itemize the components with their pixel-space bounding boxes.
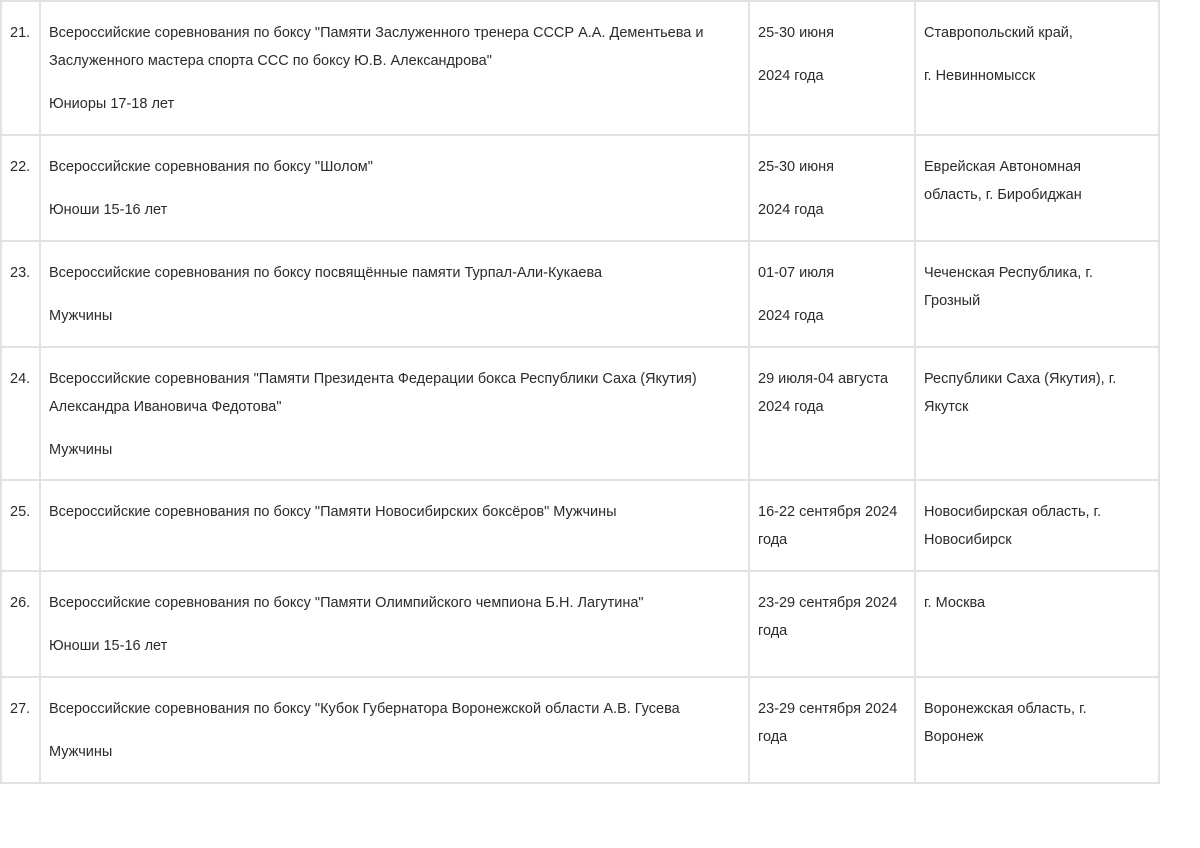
event-category: Мужчины (49, 744, 113, 760)
event-place-line: Воронежская область, г. (924, 701, 1087, 717)
row-number-cell (1, 677, 40, 783)
event-title-line: Всероссийские соревнования по боксу "Шолом" (49, 159, 373, 175)
table-row (1, 241, 1159, 347)
event-date-line: 2024 года (758, 68, 824, 84)
row-number: 21. (10, 25, 31, 41)
event-place-cell (915, 347, 1159, 480)
event-name-cell (40, 480, 749, 571)
event-date-line: 23-29 сентября 2024 (758, 701, 898, 717)
row-number: 26. (10, 595, 31, 611)
event-name-cell (40, 241, 749, 347)
event-place-line: Воронеж (924, 729, 984, 745)
event-name-cell (40, 571, 749, 677)
event-date-line: 2024 года (758, 308, 824, 324)
event-date-cell (749, 571, 915, 677)
event-date-cell (749, 677, 915, 783)
row-number-cell (1, 135, 40, 241)
event-place-line: область, г. Биробиджан (924, 187, 1082, 203)
event-place-line: Грозный (924, 293, 981, 309)
event-date-line: года (758, 623, 788, 639)
event-place-line: Новосибирск (924, 532, 1012, 548)
event-title-line: Всероссийские соревнования по боксу "Кубок Губернатора Воронежской области А.В. Гусева (49, 701, 680, 717)
event-title-line: Всероссийские соревнования "Памяти Президента Федерации бокса Республики Саха (Якутия) (49, 371, 697, 387)
event-date-line: 2024 года (758, 202, 824, 218)
event-name-cell (40, 1, 749, 135)
event-category: Юниоры 17-18 лет (49, 96, 175, 112)
event-title-line: Заслуженного мастера спорта ССС по боксу Ю.В. Александрова" (49, 53, 492, 69)
row-number-cell (1, 1, 40, 135)
table-row (1, 571, 1159, 677)
event-place-line: г. Невинномысск (924, 68, 1036, 84)
event-place-line: Чеченская Республика, г. (924, 265, 1093, 281)
table-body (1, 1, 1159, 783)
event-place-line: Якутск (924, 399, 969, 415)
event-place-cell (915, 571, 1159, 677)
event-title-line: Всероссийские соревнования по боксу посвящённые памяти Турпал-Али-Кукаева (49, 265, 603, 281)
event-category: Мужчины (49, 308, 113, 324)
event-place-cell (915, 480, 1159, 571)
event-date-line: 29 июля-04 августа (758, 371, 889, 387)
event-place-cell (915, 241, 1159, 347)
event-date-cell (749, 1, 915, 135)
row-number: 27. (10, 701, 31, 717)
event-title-line: Александра Ивановича Федотова" (49, 399, 282, 415)
row-number-cell (1, 480, 40, 571)
row-number: 22. (10, 159, 31, 175)
event-title-line: Всероссийские соревнования по боксу "Памяти Новосибирских боксёров" Мужчины (49, 504, 617, 520)
event-name-cell (40, 135, 749, 241)
event-date-line: 16-22 сентября 2024 (758, 504, 898, 520)
event-category: Юноши 15-16 лет (49, 202, 168, 218)
row-number: 23. (10, 265, 31, 281)
row-number-cell (1, 571, 40, 677)
table-row (1, 480, 1159, 571)
event-name-cell (40, 347, 749, 480)
event-place-cell (915, 1, 1159, 135)
row-number: 24. (10, 371, 31, 387)
event-place-cell (915, 677, 1159, 783)
table-row (1, 1, 1159, 135)
row-number: 25. (10, 504, 31, 520)
row-number-cell (1, 347, 40, 480)
event-place-line: Ставропольский край, (924, 25, 1073, 41)
table-row (1, 135, 1159, 241)
event-place-line: Республики Саха (Якутия), г. (924, 371, 1117, 387)
event-place-line: Еврейская Автономная (924, 159, 1082, 175)
event-category: Юноши 15-16 лет (49, 638, 168, 654)
event-date-line: года (758, 729, 788, 745)
event-date-cell (749, 347, 915, 480)
event-place-cell (915, 135, 1159, 241)
event-date-line: 25-30 июня (758, 159, 834, 175)
event-category: Мужчины (49, 442, 113, 458)
event-date-line: 01-07 июля (758, 265, 835, 281)
event-place-line: Новосибирская область, г. (924, 504, 1102, 520)
event-date-cell (749, 135, 915, 241)
event-date-line: 25-30 июня (758, 25, 834, 41)
event-date-line: 23-29 сентября 2024 (758, 595, 898, 611)
table-row (1, 677, 1159, 783)
event-date-cell (749, 241, 915, 347)
event-date-line: года (758, 532, 788, 548)
event-title-line: Всероссийские соревнования по боксу "Памяти Олимпийского чемпиона Б.Н. Лагутина" (49, 595, 644, 611)
table-row (1, 347, 1159, 480)
event-place-line: г. Москва (924, 595, 986, 611)
event-date-cell (749, 480, 915, 571)
event-title-line: Всероссийские соревнования по боксу "Памяти Заслуженного тренера СССР А.А. Дементьева и (49, 25, 704, 41)
event-date-line: 2024 года (758, 399, 824, 415)
event-name-cell (40, 677, 749, 783)
row-number-cell (1, 241, 40, 347)
